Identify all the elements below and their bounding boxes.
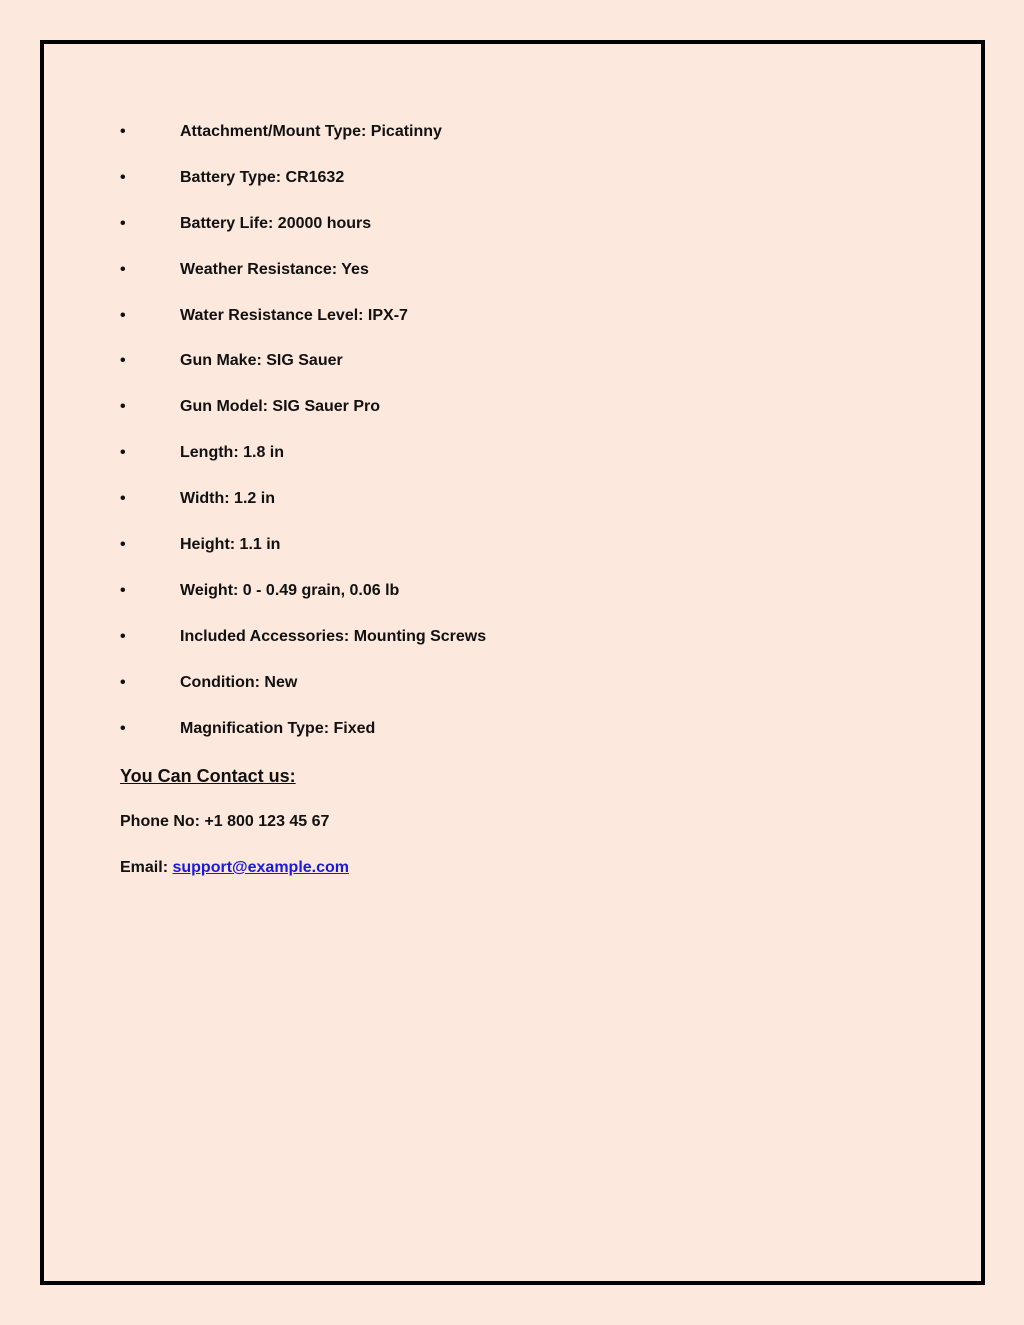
bullet: • [120,673,126,691]
bullet: • [120,444,126,462]
bullet: • [120,306,126,324]
spec-text: Height: 1.1 in [180,536,281,554]
phone-number: Phone No: +1 800 123 45 67 [120,813,330,830]
spec-text: Attachment/Mount Type: Picatinny [180,123,442,140]
bullet: • [120,260,126,278]
contact-heading: You Can Contact us: [120,766,296,786]
spec-text: Magnification Type: Fixed [180,719,376,737]
spec-text: Gun Make: SIG Sauer [180,352,343,370]
bullet: • [120,214,126,232]
spec-text: Weight: 0 - 0.49 grain, 0.06 lb [180,581,400,599]
bullet: • [120,627,126,645]
bullet: • [120,490,126,508]
bullet: • [120,719,126,737]
spec-text: Weather Resistance: Yes [180,260,369,278]
email-line [120,856,349,880]
spec-text: Width: 1.2 in [180,490,275,508]
spec-text: Condition: New [180,673,298,691]
spec-text: Length: 1.8 in [180,444,284,462]
email-label: Email: [120,859,173,876]
bullet: • [120,581,126,599]
spec-text: Battery Life: 20000 hours [180,214,372,232]
bullet: • [120,352,126,370]
bullet: • [120,123,126,140]
spec-text: Water Resistance Level: IPX-7 [180,306,408,324]
bullet: • [120,398,126,416]
spec-text: Gun Model: SIG Sauer Pro [180,398,381,416]
bullet: • [120,536,126,554]
spec-text: Included Accessories: Mounting Screws [180,627,487,645]
email-link[interactable]: support@example.com [172,859,349,876]
spec-text: Battery Type: CR1632 [180,168,345,186]
bullet: • [120,168,126,186]
